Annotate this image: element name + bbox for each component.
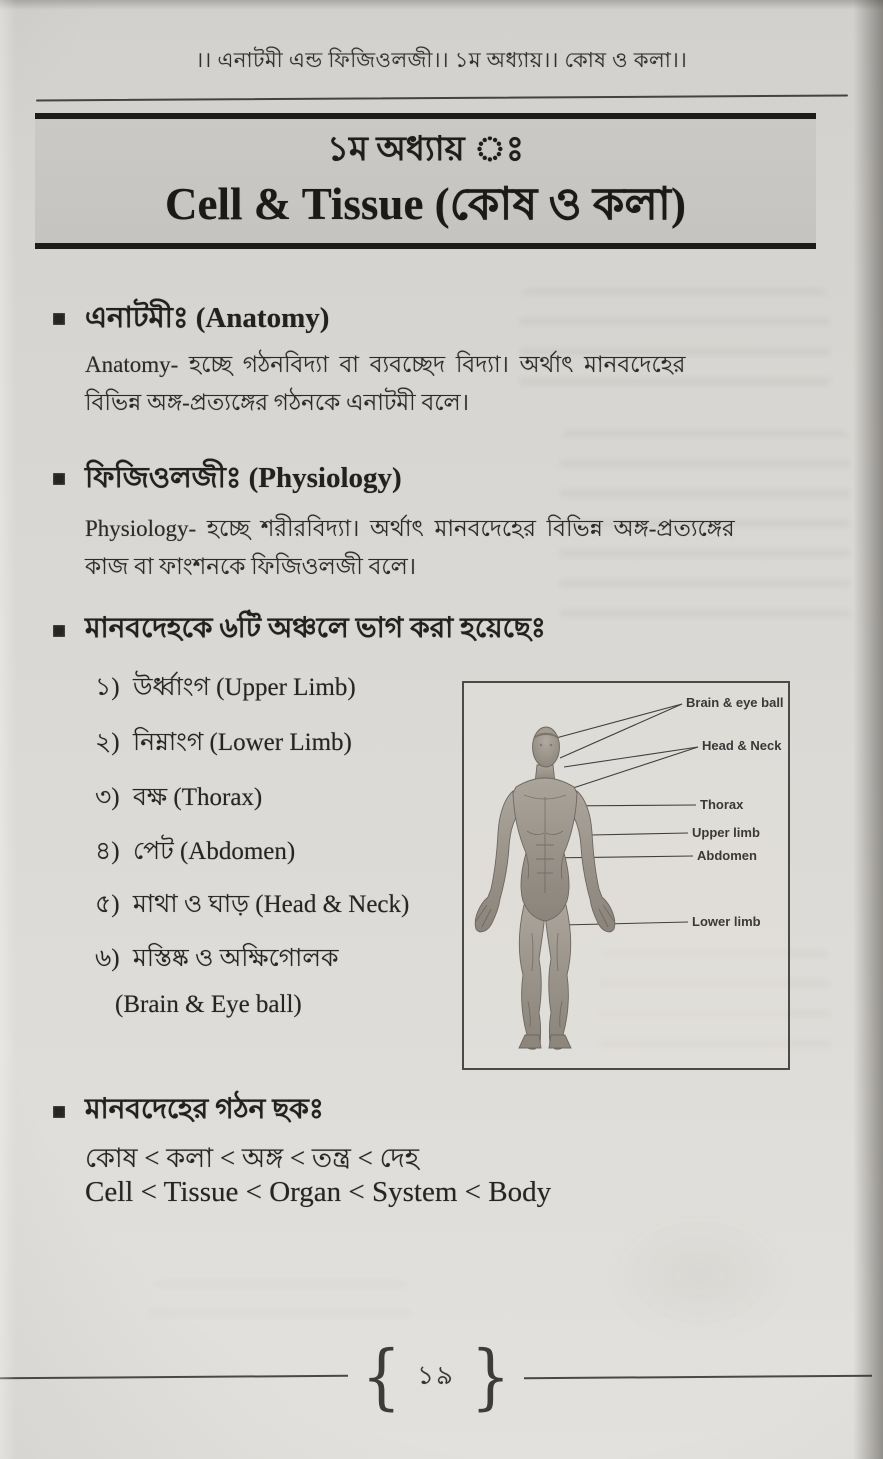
- list-number: ৬): [95, 945, 120, 972]
- footer-rule-right: [524, 1375, 872, 1379]
- anatomy-body-line2: বিভিন্ন অঙ্গ-প্রত্যঙ্গের গঠনকে এনাটমী বলে।: [85, 390, 469, 415]
- figure-label-head-neck: Head & Neck: [702, 738, 782, 753]
- list-number: ৫): [95, 891, 120, 918]
- photo-left-light: [0, 0, 16, 1459]
- list-label: মাথা ও ঘাড় (Head & Neck): [133, 891, 410, 918]
- section-bullet: [53, 313, 65, 325]
- list-item: [95, 938, 338, 981]
- physiology-heading: ফিজিওলজীঃ (Physiology): [85, 462, 402, 494]
- bleedthrough-text-smudge: [150, 1280, 410, 1340]
- chapter-title: Cell & Tissue (কোষ ও কলা): [165, 179, 686, 229]
- chapter-number: ১ম অধ্যায় ঃ: [326, 131, 525, 168]
- anatomy-heading: এনাটমীঃ (Anatomy): [85, 302, 330, 334]
- figure-label-lower-limb: Lower limb: [692, 914, 761, 929]
- figure-label-brain: Brain & eye ball: [686, 695, 784, 710]
- list-item: [95, 831, 295, 874]
- list-label: মস্তিষ্ক ও অক্ষিগোলক: [133, 945, 339, 972]
- footer-rule-left: [0, 1375, 348, 1379]
- physiology-body-line2: কাজ বা ফাংশনকে ফিজিওলজী বলে।: [85, 554, 417, 579]
- list-number: ৩): [95, 784, 120, 811]
- figure-label-thorax: Thorax: [700, 797, 744, 812]
- list-number: ৪): [95, 838, 120, 865]
- structure-chain-english: Cell < Tissue < Organ < System < Body: [85, 1176, 552, 1208]
- footer-brace-left: {: [361, 1334, 402, 1419]
- anatomy-body-line1: Anatomy- হচ্ছে গঠনবিদ্যা বা ব্যবচ্ছেদ বিদ্যা। অর্থাৎ মানবদেহের: [85, 352, 686, 377]
- photo-top-shade: [0, 0, 883, 10]
- footer-brace-right: }: [470, 1334, 511, 1419]
- section-bullet: [53, 1106, 65, 1118]
- structure-chain-bengali: কোষ < কলা < অঙ্গ < তন্ত্র < দেহ: [85, 1143, 419, 1173]
- page-number: ১৯: [417, 1361, 455, 1390]
- list-item: [95, 777, 262, 820]
- list-item: [95, 884, 409, 927]
- chapter-title-box: [35, 113, 816, 249]
- list-item: [95, 722, 352, 765]
- list-label: পেট (Abdomen): [133, 838, 296, 865]
- anatomy-figure-box: [462, 681, 790, 1070]
- header-rule: [36, 95, 848, 102]
- figure-label-upper-limb: Upper limb: [692, 825, 760, 840]
- list-item: [95, 667, 356, 710]
- regions-heading: মানবদেহকে ৬টি অঞ্চলে ভাগ করা হয়েছেঃ: [85, 613, 546, 644]
- figure-label-abdomen: Abdomen: [697, 848, 757, 863]
- section-bullet: [53, 473, 65, 485]
- list-number: ১): [95, 674, 120, 701]
- structure-heading: মানবদেহের গঠন ছকঃ: [85, 1094, 324, 1125]
- list-item-continuation: (Brain & Eye ball): [115, 991, 302, 1018]
- list-label: বক্ষ (Thorax): [133, 784, 263, 811]
- list-label: নিম্নাংগ (Lower Limb): [133, 729, 352, 756]
- section-bullet: [53, 625, 65, 637]
- list-number: ২): [95, 729, 120, 756]
- page-footer: [0, 1332, 872, 1422]
- page-edge-shadow: [853, 0, 883, 1459]
- scan-smudge: [600, 1205, 800, 1345]
- running-header: ।। এনাটমী এন্ড ফিজিওলজী।। ১ম অধ্যায়।। কোষ ও কলা।।: [195, 48, 688, 72]
- list-label: উর্ধ্বাংগ (Upper Limb): [133, 674, 356, 701]
- physiology-body-line1: Physiology- হচ্ছে শরীরবিদ্যা। অর্থাৎ মানবদেহের বিভিন্ন অঙ্গ-প্রত্যঙ্গের: [85, 516, 735, 541]
